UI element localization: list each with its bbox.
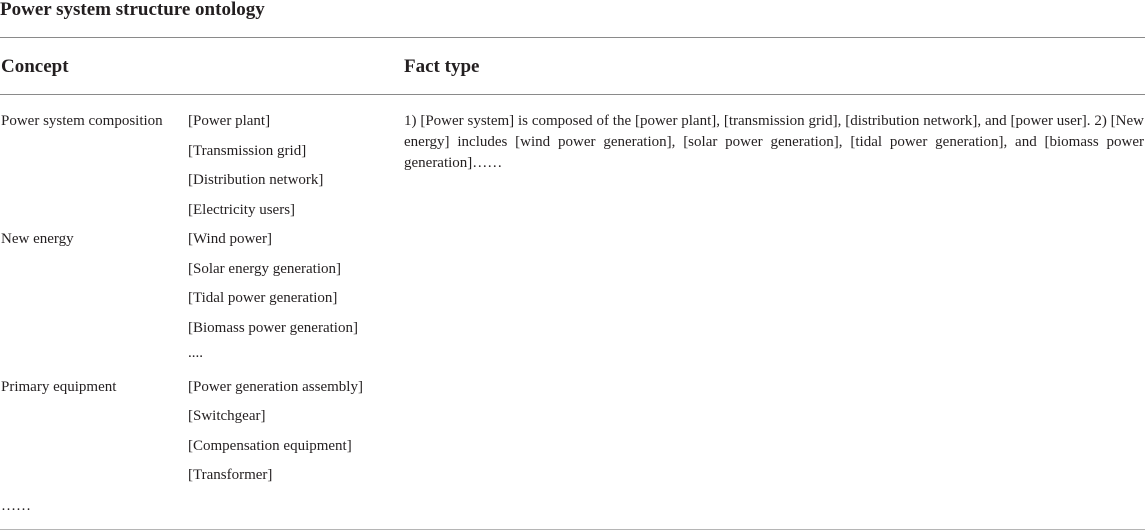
- concept-item: [Solar energy generation]: [188, 261, 341, 277]
- concept-item: [Distribution network]: [188, 172, 324, 188]
- concept-item: [Transformer]: [188, 467, 273, 483]
- concept-category: Power system composition: [1, 113, 163, 129]
- concept-item: [Compensation equipment]: [188, 438, 352, 454]
- concept-category: Primary equipment: [1, 379, 117, 395]
- fact-type-text: 1) [Power system] is composed of the [power plant], [transmission grid], [distribution network], and [power user]. 2) [New energy] includes [wind power generation], [solar power generation], [tidal power generation], and [biomass power generation]……: [404, 113, 1144, 171]
- trailing-ellipsis: ……: [1, 498, 31, 514]
- column-header-concept: Concept: [1, 56, 69, 77]
- header-rule: [0, 94, 1145, 95]
- column-header-fact-type: Fact type: [404, 56, 480, 77]
- concept-item: [Power generation assembly]: [188, 379, 363, 395]
- concept-item: ....: [188, 345, 203, 361]
- bottom-rule: [0, 529, 1145, 530]
- concept-item: [Power plant]: [188, 113, 271, 129]
- concept-item: [Electricity users]: [188, 202, 296, 218]
- table-title: Power system structure ontology: [0, 0, 265, 20]
- concept-item: [Switchgear]: [188, 408, 266, 424]
- concept-item: [Tidal power generation]: [188, 290, 338, 306]
- concept-item: [Biomass power generation]: [188, 320, 358, 336]
- concept-item: [Transmission grid]: [188, 143, 307, 159]
- concept-category: New energy: [1, 231, 74, 247]
- top-rule: [0, 37, 1145, 38]
- concept-item: [Wind power]: [188, 231, 272, 247]
